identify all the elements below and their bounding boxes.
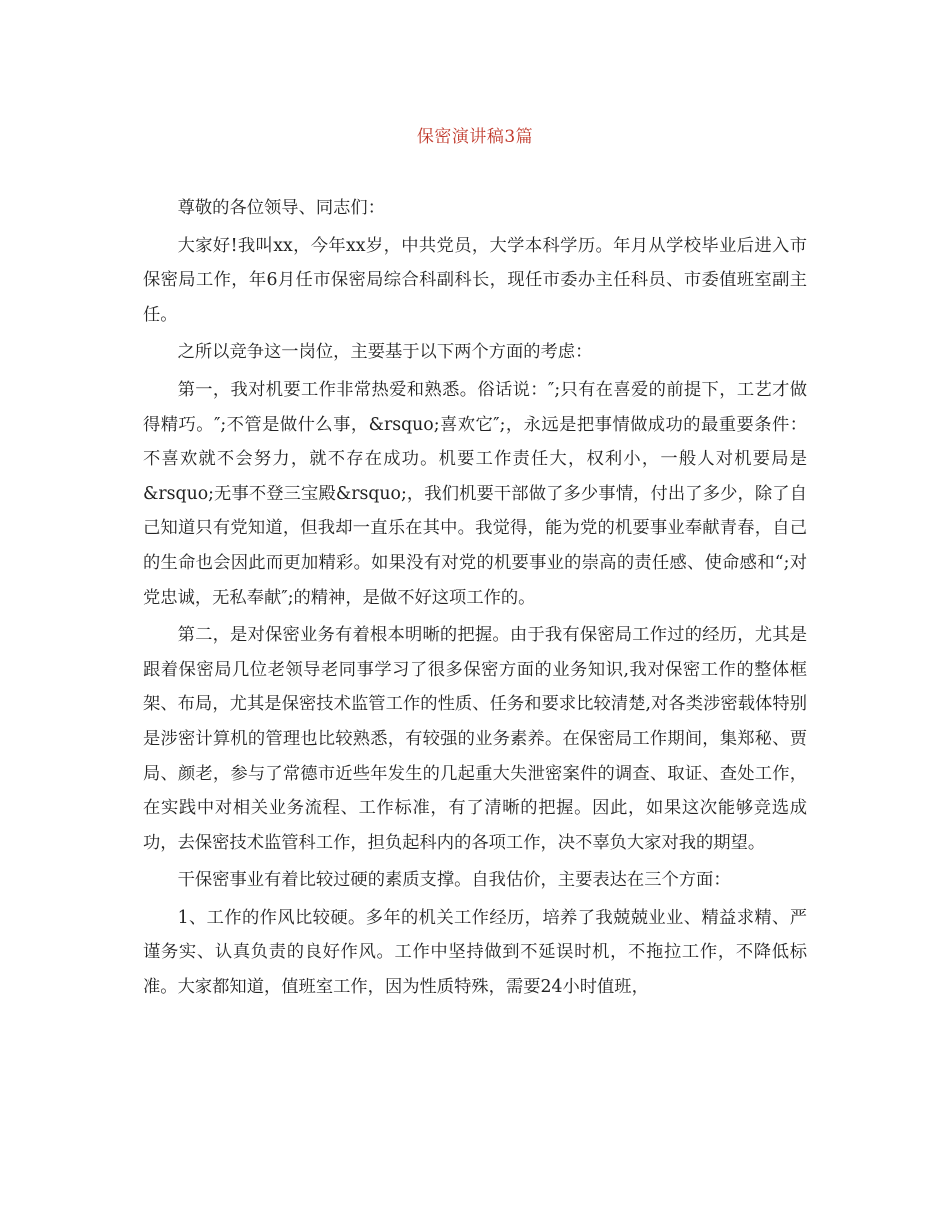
paragraph-reason-intro: 之所以竞争这一岗位，主要基于以下两个方面的考虑： <box>177 342 593 363</box>
paragraph-salutation: 尊敬的各位领导、同志们： <box>177 198 385 218</box>
paragraph-first-reason: 第一，我对机要工作非常热爱和熟悉。俗话说：″;只有在喜爱的前提下，工艺才做得精巧。″;不管是做什么事，&rsquo;喜欢它″;，永远是把事情做成功的最重要条件：不喜欢就不会努力，就不存在成功。机要工作责任大，权利小，一般人对机要局是&rsquo;无事不登三宝殿&rsquo;，我们机要干部做了多少事情，付出了多少，除了自己知道只有党知道，但我却一直乐在其中。我觉得，能为党的机要事业奉献青春，自己的生命也会因此而更加精彩。如果没有对党的机要事业的崇高的责任感、使命感和“;对党忠诚，无私奉献″;的精神，是做不好这项工作的。 <box>143 379 807 608</box>
document-title: 保密演讲稿3篇 <box>416 127 534 147</box>
document-body <box>143 191 807 1008</box>
paragraph-qualities-intro: 干保密事业有着比较过硬的素质支撑。自我估价，主要表达在三个方面： <box>177 870 731 891</box>
paragraph-introduction: 大家好!我叫xx，今年xx岁，中共党员，大学本科学历。年月从学校毕业后进入市保密局工作，年6月任市保密局综合科副科长，现任市委办主任科员、市委值班室副主任。 <box>143 235 807 325</box>
paragraph-quality-one: 1、工作的作风比较硬。多年的机关工作经历，培养了我兢兢业业、精益求精、严谨务实、认真负责的良好作风。工作中坚持做到不延误时机，不拖拉工作，不降低标准。大家都知道，值班室工作，因为性质特殊，需要24小时值班， <box>143 907 807 998</box>
paragraph-second-reason: 第二，是对保密业务有着根本明晰的把握。由于我有保密局工作过的经历，尤其是跟着保密局几位老领导老同事学习了很多保密方面的业务知识,我对保密工作的整体框架、布局，尤其是保密技术监管工作的性质、任务和要求比较清楚,对各类涉密载体特别是涉密计算机的管理也比较熟悉，有较强的业务素养。在保密局工作期间，集郑秘、贾局、颜老，参与了常德市近些年发生的几起重大失泄密案件的调查、取证、查处工作，在实践中对相关业务流程、工作标准，有了清晰的把握。因此，如果这次能够竞选成功，去保密技术监管科工作，担负起科内的各项工作，决不辜负大家对我的期望。 <box>143 625 807 853</box>
